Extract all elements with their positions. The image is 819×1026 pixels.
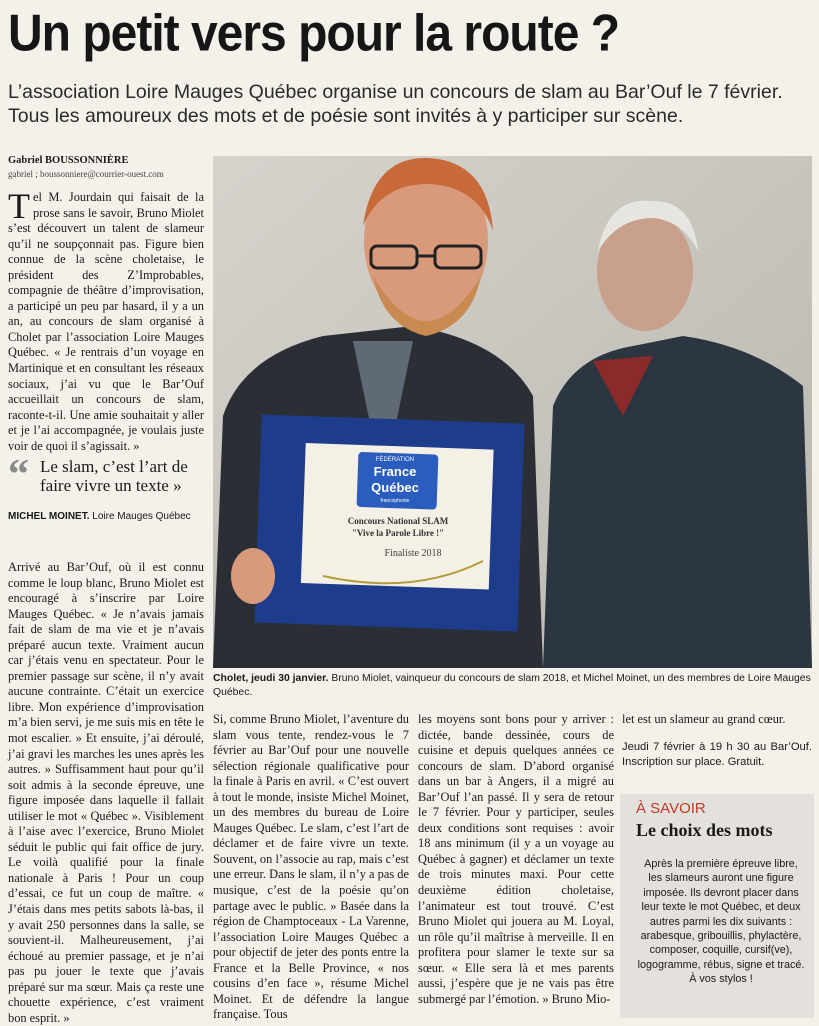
pull-quote-name: MICHEL MOINET. [8, 511, 90, 522]
plaque-federation: FÉDÉRATION [375, 457, 415, 463]
paragraph-col3: les moyens sont bons pour y arriver : dictée, bande dessinée, cours de cuisine et depuis quelques années ce concours de slam. D’abord organisé dans un bar à Angers, il a migré au Bar’Ouf l’an passé. Il y sera de retour le 7 février. Pour y participer, seules deux conditions sont requises : avoir 18 ans minimum (il y a un voyage au Québec à gagner) et déclamer un texte de trois minutes maxi. Pour cette deuxième édition choletaise, l’animateur est tout trouvé. C’est Bruno Miolet qui jouera au M. Loyal, un rôle qu’il maîtrise à merveille. Il en profitera pour slamer le texte sur sa sœur. « Elle sera là et mes parents aussi, j’espère que je ne vais pas être submergé par l’émotion. » Bruno Mio- [418, 712, 614, 1006]
caption-text: Bruno Miolet, vainqueur du concours de slam 2018, et Michel Moinet, un des membres de Loire Mauges Québec. [213, 673, 811, 698]
photo-caption [213, 672, 812, 700]
pull-quote: Le slam, c’est l’art de faire vivre un texte » [40, 457, 188, 495]
sidebar-title: Le choix des mots [636, 820, 773, 840]
paragraph-barouf: Arrivé au Bar’Ouf, où il est connu comme le loup blanc, Bruno Miolet est encouragé à s’inscrire par Loire Mauges Québec. « Je n’avais jamais fait de slam de ma vie et je n’avais préparé aucun texte. Vraiment aucun car j’étais venu en spectateur. Pour le premier passage sur scène, il n’y avait aucune contrainte. C’était un exercice libre. Mon expérience d’improvisation m’a bien servi, je me suis mis en tête le mot escalier. » Et ensuite, j’ai déroulé, j’ai gravi les marches les unes après les autres. » Suffisamment haut pour qu’il soit admis à la seconde épreuve, une figure imposée dans laquelle il fallait utiliser le mot « Québec ». Visiblement à l’aise avec l’exercice, Bruno Miolet séduit le public qui fait office de jury. Le voilà qualifié pour la finale nationale à Paris ! Pour un coup d’essai, ce fut un coup de maître. « J’étais dans mes petits sabots là-bas, il y avait 250 personnes dans la salle, se souvient-il. Malheureusement, j’ai échoué au premier passage, et je n’ai pas pu jouer le texte que j’avais préparé sur ma sœur. Mais ça reste une chouette expérience, c’est vraiment bon esprit. » [8, 560, 204, 1025]
photo-illustration [213, 156, 812, 668]
article-deck: L’association Loire Mauges Québec organise un concours de slam au Bar’Ouf le 7 février. Tous les amoureux des mots et de poésie sont invités à y participer sur scène. [8, 81, 783, 127]
author-email: gabriel ; boussonniere@courrier-ouest.com [8, 169, 164, 179]
paragraph-col4: let est un slameur au grand cœur. [622, 712, 786, 726]
paragraph-col2: Si, comme Bruno Miolet, l’aventure du slam vous tente, rendez-vous le 7 février au Bar’Ouf pour une nouvelle sélection régionale qualificative pour la finale à Paris en avril. « C’est ouvert à tout le monde, insiste Michel Moinet, un des membres du bureau de Loire Mauges Québec. Le slam, c’est l’art de déclamer et de faire vivre un texte. Souvent, on l’associe au rap, mais c’est une erreur. Dans le slam, il n’y a pas de musique, c’est de la poésie qu’on partage avec le public. » Basée dans la région de Champtoceaux - La Varenne, l’association Loire Mauges Québec a pour objectif de jeter des ponts entre la France et la Belle Province, « nos cousins d’en face », résume Michel Moinet. Et de défendre la langue française. Tous [213, 712, 409, 1022]
body-column-1-bottom [8, 560, 204, 1026]
quote-mark-icon: “ [8, 452, 29, 498]
plaque-logo-france: France [373, 464, 417, 479]
body-column-1-top [8, 186, 204, 454]
paragraph-intro: el M. Jourdain qui faisait de la prose sans le savoir, Bruno Miolet s’est découvert un talent de slameur qu’il ne soupçonnait pas. Figure bien connue de la scène choletaise, le président des Z’Improbables, compagnie de théâtre d’improvisation, a participé un peu par hasard, il y a un an, au concours de slam organisé à Cholet par l’association Loire Mauges Québec. « Je rentrais d’un voyage en Martinique et en consultant les réseaux sociaux, j’ai vu que le Bar’Ouf accueillait un concours de slam, raconte-t-il. Une amie souhaitait y aller et je l’ai accompagnée, je voulais juste voir de quoi il s’agissait. » [8, 190, 204, 453]
sidebar-text: Après la première épreuve libre, les slameurs auront une figure imposée. Ils devront placer dans leur texte le mot Québec, et deux autres parmi les dix suivants : arabesque, gribouillis, phylactère, composer, coquille, cursif(ve), logogramme, rébus, signe et tracé. À vos stylos ! [637, 858, 805, 986]
body-column-2 [213, 712, 409, 1023]
pull-quote-org: Loire Mauges Québec [89, 511, 191, 522]
headline: Un petit vers pour la route ? [8, 5, 620, 63]
event-info: Jeudi 7 février à 19 h 30 au Bar’Ouf. Inscription sur place. Gratuit. [622, 740, 812, 768]
plaque-logo-sub: francophonie [380, 498, 410, 504]
author-name: Gabriel BOUSSONNIÈRE [8, 155, 129, 166]
plaque-line-2: "Vive la Parole Libre !" [351, 528, 445, 538]
award-plaque [254, 414, 524, 631]
plaque-line-3: Finaliste 2018 [384, 548, 442, 559]
sidebar-label: À SAVOIR [636, 800, 706, 817]
body-column-3 [418, 712, 614, 1007]
drop-cap: T [8, 186, 30, 226]
caption-place-date: Cholet, jeudi 30 janvier. [213, 673, 329, 684]
article-photo [213, 156, 812, 668]
plaque-logo-quebec: Québec [371, 480, 419, 495]
pull-quote-author [8, 510, 204, 523]
body-column-4 [622, 712, 812, 770]
plaque-line-1: Concours National SLAM [347, 516, 449, 526]
